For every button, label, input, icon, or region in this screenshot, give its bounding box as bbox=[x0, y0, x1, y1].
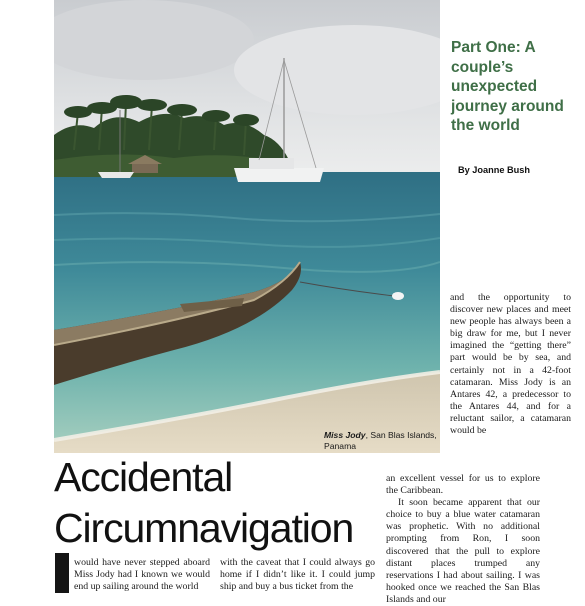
catamaran-photo bbox=[54, 0, 440, 453]
right-column-paragraph: and the opportunity to discover new places and meet new people has always been a big draw for me, but I never imagined the “getting there” part would be by sea, and certainly not in a 42-foot catamaran. Miss Jody is an Antares 42, a predecessor to the Antares 44, and for a reluctant sailor, a catamaran would be bbox=[450, 292, 571, 437]
opening-paragraph: would have never stepped aboard Miss Jody had I known we would end up sailing around the world bbox=[74, 557, 210, 593]
headline bbox=[54, 452, 384, 554]
middle-column-text bbox=[220, 557, 375, 593]
byline: By Joanne Bush bbox=[458, 165, 530, 175]
middle-paragraph: with the caveat that I could always go home if I didn’t like it. I could jump ship and buy a bus ticket from the bbox=[220, 557, 375, 593]
part-title: Part One: A couple’s unexpected journey around the world bbox=[451, 39, 564, 134]
continued-paragraph-2: It soon became apparent that our choice to buy a blue water catamaran was prophetic. With no additional prompting from Ron, I soon discovered that the pull to explore distant places trumped any reservations I had about sailing. I was hooked once we reached the San Blas Islands and our bbox=[386, 497, 540, 605]
photo-caption bbox=[324, 430, 449, 452]
headline-line-2: Circumnavigation bbox=[54, 505, 354, 551]
caption-boat-name: Miss Jody bbox=[324, 430, 366, 440]
opening-column-text bbox=[74, 557, 210, 593]
headline-line-1: Accidental bbox=[54, 454, 233, 500]
article-photo bbox=[54, 0, 440, 453]
continued-paragraph-1: an excellent vessel for us to explore the Caribbean. bbox=[386, 473, 540, 497]
caption-location: , San Blas Islands, Panama bbox=[324, 430, 437, 451]
continued-column-text bbox=[386, 473, 540, 606]
drop-cap bbox=[55, 553, 69, 593]
right-column-text bbox=[450, 292, 571, 437]
